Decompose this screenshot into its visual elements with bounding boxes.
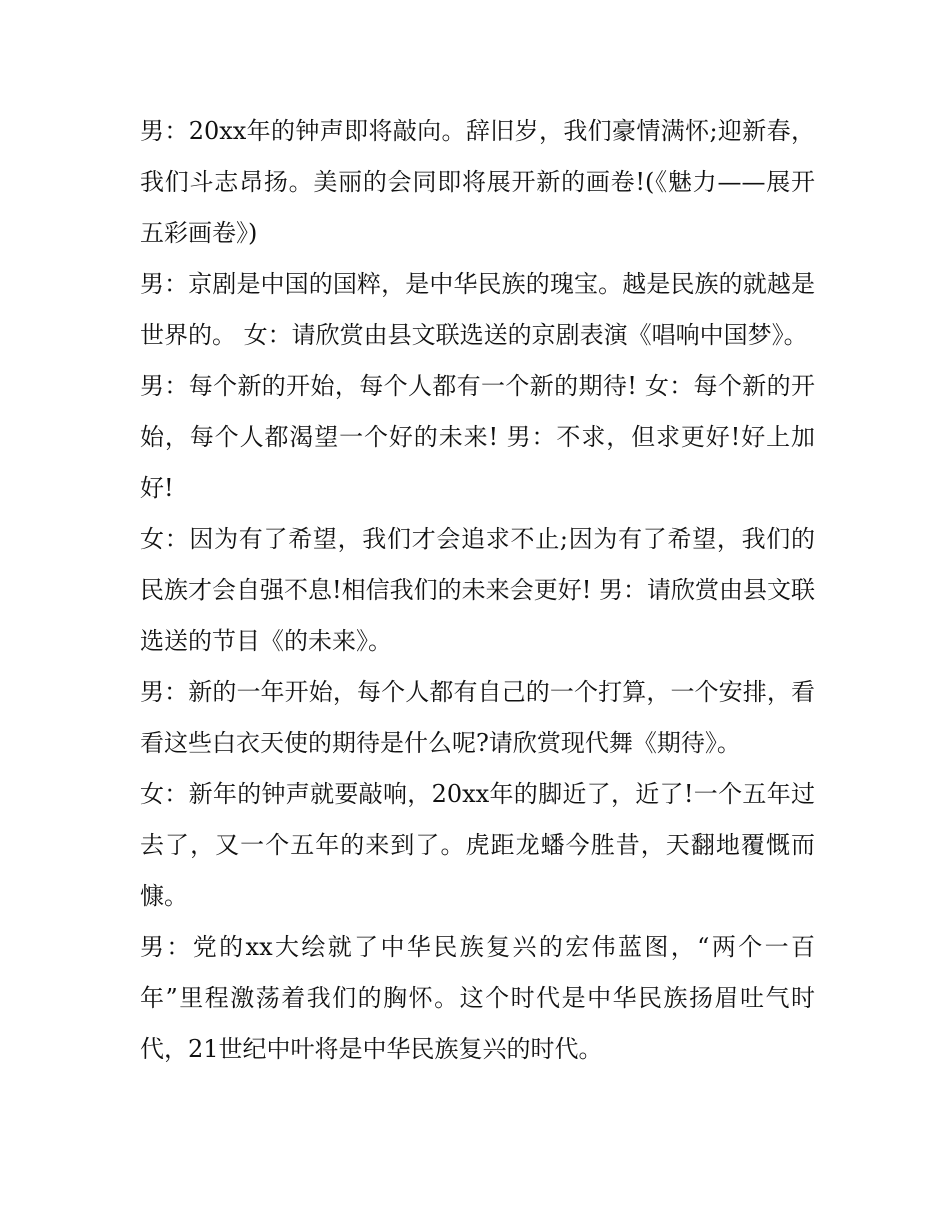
paragraph-4: 女：因为有了希望，我们才会追求不止;因为有了希望，我们的民族才会自强不息!相信我们的未来会更好! 男：请欣赏由县文联选送的节目《的未来》。 xyxy=(140,525,815,655)
paragraph-1: 男：20xx年的钟声即将敲向。辞旧岁，我们豪情满怀;迎新春，我们斗志昂扬。美丽的会同即将展开新的画卷!(《魅力——展开五彩画卷》) xyxy=(140,117,815,247)
paragraph-5: 男：新的一年开始，每个人都有自己的一个打算，一个安排，看看这些白衣天使的期待是什么呢?请欣赏现代舞《期待》。 xyxy=(140,678,815,757)
document-body xyxy=(140,106,815,1075)
paragraph-3: 男：每个新的开始，每个人都有一个新的期待! 女：每个新的开始，每个人都渴望一个好的未来! 男：不求，但求更好!好上加好! xyxy=(140,372,815,502)
paragraph-2: 男：京剧是中国的国粹，是中华民族的瑰宝。越是民族的就越是世界的。 女：请欣赏由县文联选送的京剧表演《唱响中国梦》。 xyxy=(140,270,815,349)
paragraph-6: 女：新年的钟声就要敲响，20xx年的脚近了，近了!一个五年过去了，又一个五年的来到了。虎距龙蟠今胜昔，天翻地覆慨而慷。 xyxy=(140,780,815,910)
paragraph-7: 男：党的xx大绘就了中华民族复兴的宏伟蓝图，“两个一百年”里程激荡着我们的胸怀。这个时代是中华民族扬眉吐气时代，21世纪中叶将是中华民族复兴的时代。 xyxy=(140,933,815,1063)
